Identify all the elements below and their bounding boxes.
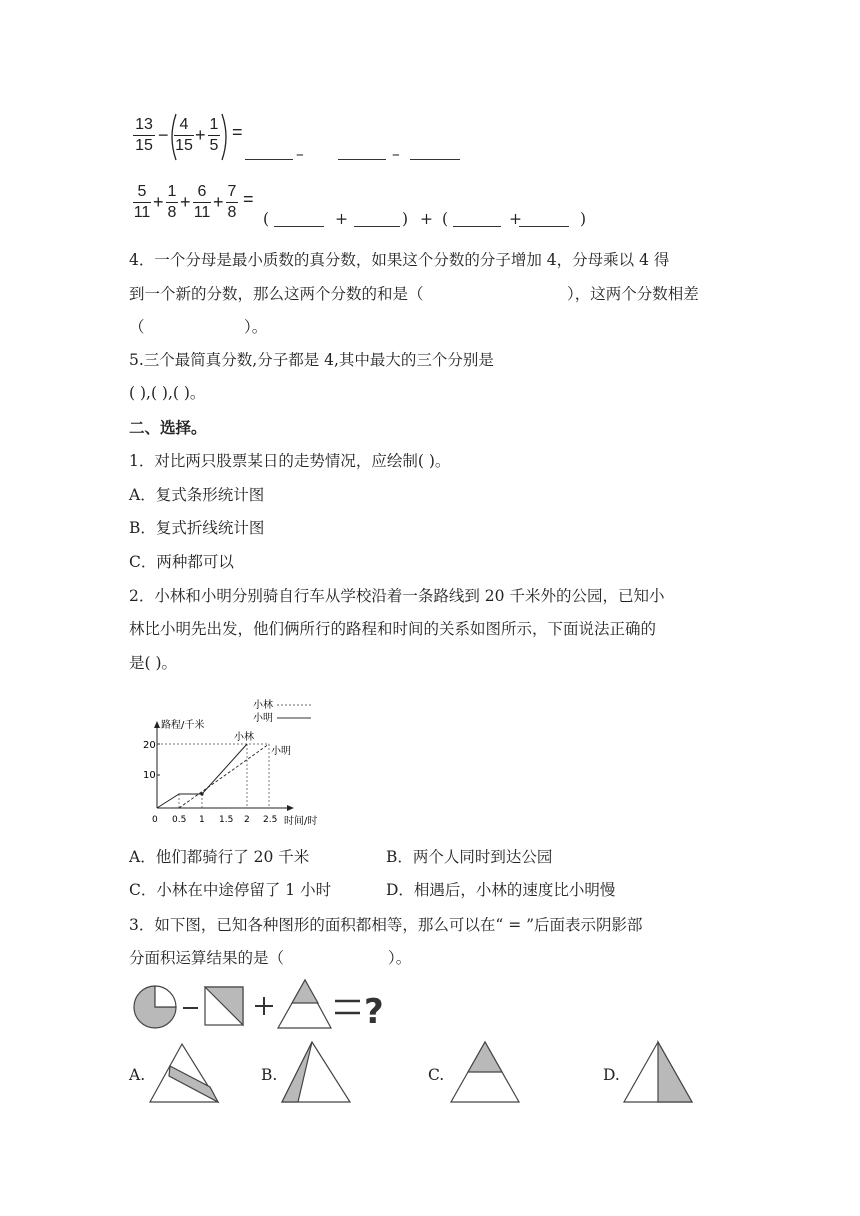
shape-equation	[130, 976, 400, 1036]
answer-blank[interactable]	[245, 158, 293, 160]
c3-line2-start: 分面积运算结果的是（	[129, 949, 285, 967]
c3-option-b-shape[interactable]	[280, 1040, 352, 1106]
answer-blank[interactable]	[519, 225, 569, 227]
q4-line3-start: （	[129, 318, 145, 336]
numerator: 6	[197, 183, 207, 200]
answer-blank[interactable]	[453, 225, 501, 227]
square-shape	[205, 987, 243, 1025]
equals-symbol	[335, 1001, 360, 1013]
fraction-1-8	[166, 183, 178, 222]
answer-blank[interactable]	[410, 158, 460, 160]
numerator: 1	[167, 183, 177, 200]
left-paren: (	[442, 210, 449, 228]
dash-mark: –	[296, 145, 304, 163]
inner-plus: +	[509, 210, 522, 228]
triangle-shape	[278, 980, 331, 1028]
fraction-6-11	[193, 183, 211, 222]
q5-line2: ( ),( ),( )。	[129, 384, 206, 402]
plus-symbol	[255, 997, 273, 1015]
x-axis-arrow	[287, 805, 294, 811]
distance-time-graph	[140, 694, 340, 828]
left-paren: (	[263, 210, 270, 228]
x-tick-2.5: 2.5	[263, 815, 278, 825]
right-bracket	[220, 113, 232, 161]
plus-sign: +	[213, 192, 224, 212]
c1-option-c[interactable]: C．两种都可以	[129, 553, 234, 571]
label-lin: 小林	[234, 732, 254, 743]
c2-option-c[interactable]: C．小林在中途停留了 1 小时	[129, 881, 332, 899]
denominator: 8	[167, 204, 177, 221]
numerator: 1	[209, 116, 219, 133]
c3-option-a-label[interactable]: A.	[129, 1066, 146, 1084]
answer-blank[interactable]	[274, 225, 324, 227]
y-axis-arrow	[154, 721, 160, 728]
denominator: 11	[133, 204, 151, 221]
equals-sign: =	[232, 122, 243, 142]
fraction-7-8	[226, 183, 238, 222]
plus-sign: +	[195, 125, 206, 145]
x-tick-1.5: 1.5	[219, 815, 234, 825]
q4-line2-start: 到一个新的分数，那么这两个分数的和是（	[129, 285, 424, 303]
denominator: 5	[209, 137, 219, 154]
q4-line3-end: ）。	[244, 318, 268, 336]
denominator: 15	[175, 137, 193, 154]
meeting-point	[200, 792, 203, 795]
right-paren: )	[580, 210, 587, 228]
y-tick-20: 20	[143, 740, 156, 751]
circle-shape	[134, 986, 176, 1028]
plus-sign: +	[180, 192, 191, 212]
q4-line1: 4．一个分母是最小质数的真分数，如果这个分数的分子增加 4，分母乘以 4 得	[129, 251, 670, 269]
c3-option-b-label[interactable]: B.	[261, 1066, 278, 1084]
plus-sign: +	[153, 192, 164, 212]
q4-line2-end: ），这两个分数相差	[567, 285, 699, 303]
c1-option-b[interactable]: B．复式折线统计图	[129, 519, 265, 537]
fraction-13-15	[133, 116, 155, 155]
line-xiaolin	[179, 744, 269, 808]
fraction-5-11	[133, 183, 151, 222]
legend-ming-label: 小明	[253, 713, 273, 724]
x-tick-0: 0	[152, 815, 158, 825]
c3-option-a-shape[interactable]	[148, 1042, 220, 1106]
c3-line2-end: ）。	[388, 949, 412, 967]
c3-option-c-label[interactable]: C.	[428, 1066, 445, 1084]
inner-plus: +	[335, 210, 348, 228]
c2-option-a[interactable]: A．他们都骑行了 20 千米	[129, 848, 310, 866]
c1-option-a[interactable]: A．复式条形统计图	[129, 486, 265, 504]
q5-line1: 5.三个最简真分数,分子都是 4,其中最大的三个分别是	[129, 351, 494, 369]
c2-option-b[interactable]: B．两个人同时到达公园	[386, 848, 553, 866]
denominator: 15	[135, 137, 153, 154]
dash-mark: –	[392, 145, 400, 163]
c3-option-c-shape[interactable]	[449, 1040, 521, 1106]
outer-plus: +	[420, 210, 433, 228]
y-axis-label: 路程/千米	[161, 720, 205, 731]
denominator: 8	[227, 204, 237, 221]
x-tick-0.5: 0.5	[172, 815, 187, 825]
c1-stem: 1．对比两只股票某日的走势情况，应绘制( )。	[129, 452, 451, 470]
fraction-4-15	[174, 116, 194, 155]
numerator: 13	[135, 116, 153, 133]
c3-line1: 3．如下图，已知各种图形的面积都相等，那么可以在“ = ”后面表示阴影部	[129, 916, 643, 934]
c2-line1: 2．小林和小明分别骑自行车从学校沿着一条路线到 20 千米外的公园，已知小	[129, 587, 665, 605]
numerator: 4	[179, 116, 189, 133]
c2-line2: 林比小明先出发，他们俩所行的路程和时间的关系如图所示，下面说法正确的	[129, 620, 657, 638]
y-tick-10: 10	[143, 770, 156, 781]
label-ming: 小明	[271, 746, 291, 757]
c3-option-d-shape[interactable]	[622, 1040, 694, 1106]
legend-lin-label: 小林	[253, 700, 273, 711]
fraction-1-5	[208, 116, 220, 155]
equals-sign: =	[243, 189, 254, 209]
answer-blank[interactable]	[354, 225, 400, 227]
c2-option-d[interactable]: D．相遇后，小林的速度比小明慢	[386, 881, 616, 899]
question-mark: ?	[364, 992, 384, 1032]
c3-option-d-label[interactable]: D.	[603, 1066, 620, 1084]
x-tick-1: 1	[199, 815, 205, 825]
x-axis-label: 时间/时	[284, 816, 318, 827]
minus-sign: −	[158, 125, 169, 145]
c2-line3: 是( )。	[129, 654, 178, 672]
denominator: 11	[193, 204, 211, 221]
numerator: 7	[227, 183, 237, 200]
answer-blank[interactable]	[338, 158, 386, 160]
x-tick-2: 2	[244, 815, 250, 825]
section-title: 二、选择。	[129, 418, 207, 437]
numerator: 5	[137, 183, 147, 200]
right-paren: )	[402, 210, 409, 228]
